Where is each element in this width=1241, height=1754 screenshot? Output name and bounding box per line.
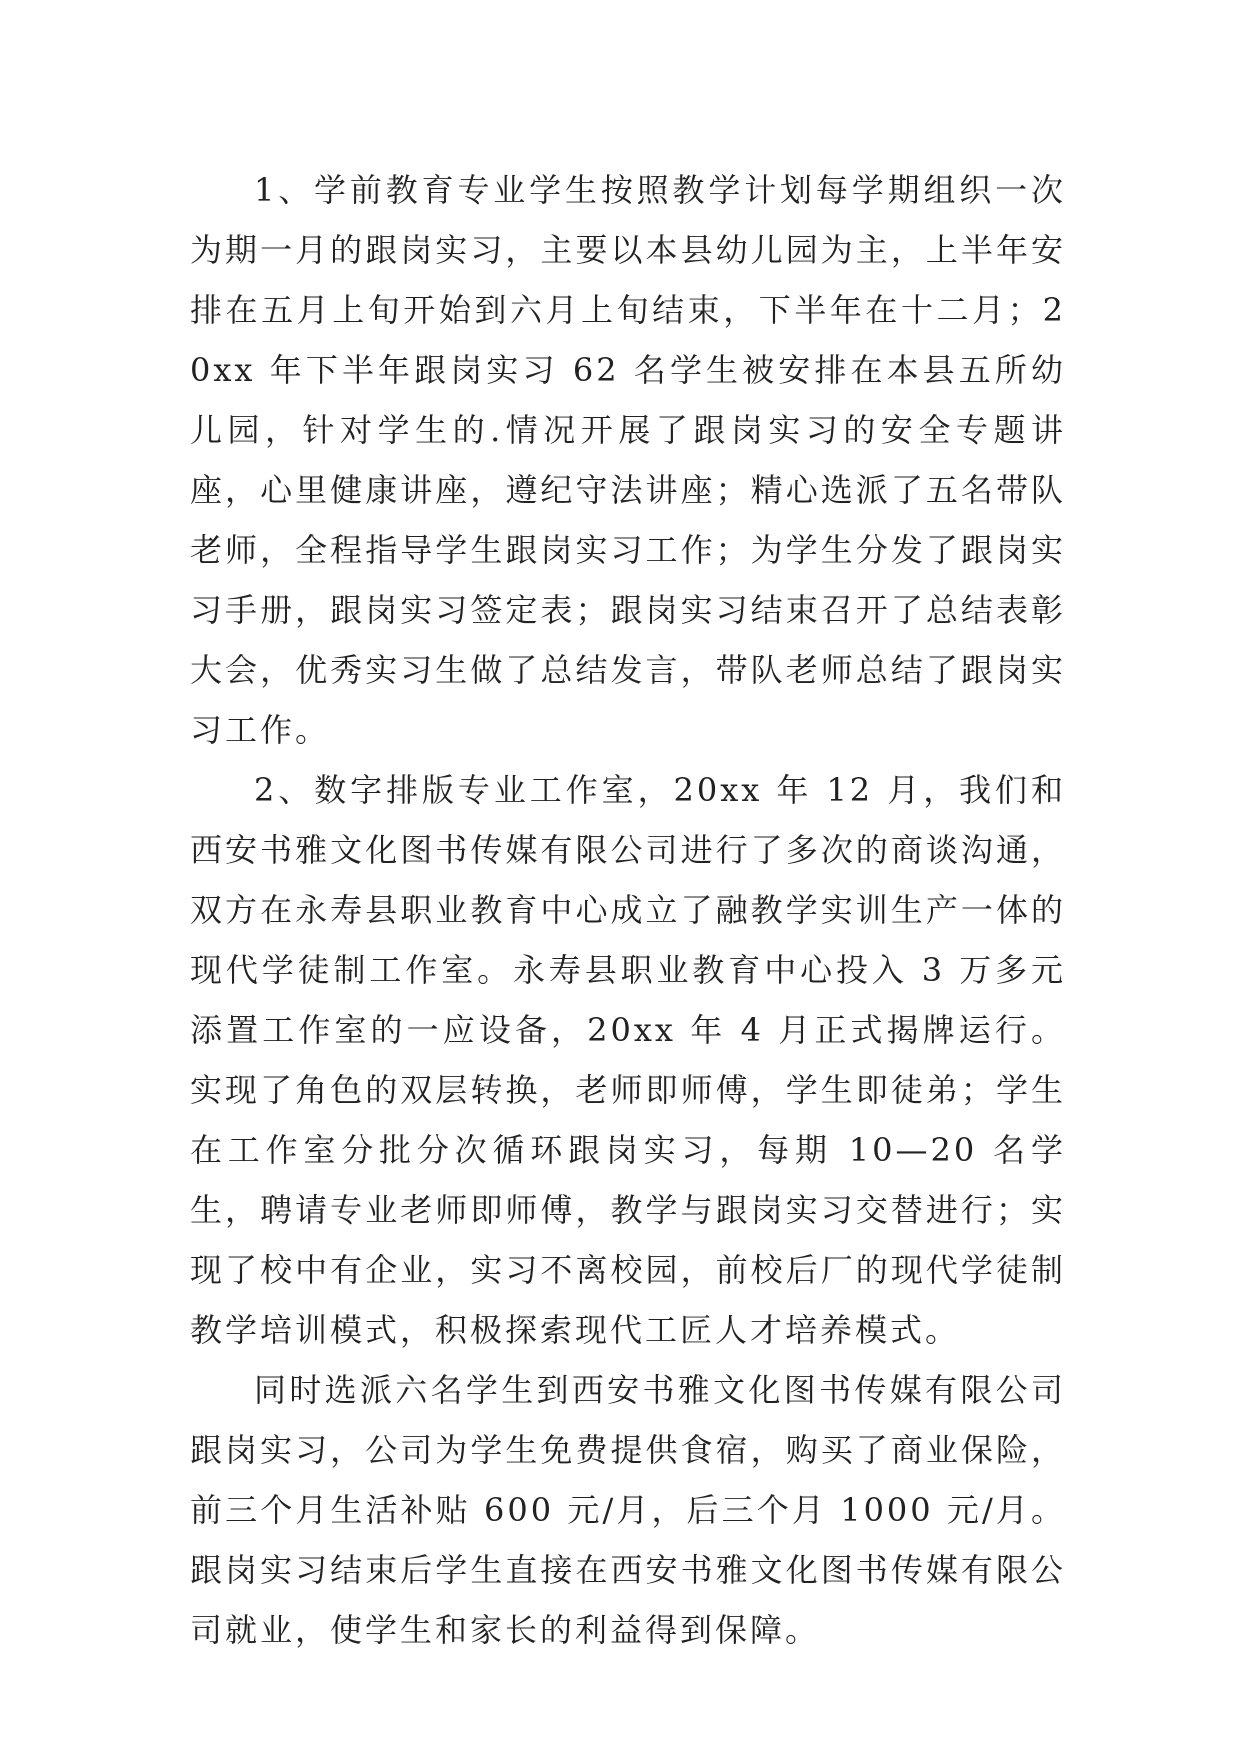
paragraph-preschool-internship: 1、学前教育专业学生按照教学计划每学期组织一次为期一月的跟岗实习，主要以本县幼儿园为主，上半年安排在五月上旬开始到六月上旬结束，下半年在十二月；20xx 年下半年跟岗实习 62 名学生被安排在本县五所幼儿园，针对学生的.情况开展了跟岗实习的安全专题讲座，心里健康讲座，遵纪守法讲座；精心选派了五名带队老师，全程指导学生跟岗实习工作；为学生分发了跟岗实习手册，跟岗实习签定表；跟岗实习结束召开了总结表彰大会，优秀实习生做了总结发言，带队老师总结了跟岗实习工作。 [190, 171, 1066, 749]
paragraph-company-internship: 同时选派六名学生到西安书雅文化图书传媒有限公司跟岗实习，公司为学生免费提供食宿，购买了商业保险，前三个月生活补贴 600 元/月，后三个月 1000 元/月。跟岗实习结束后学生直接在西安书雅文化图书传媒有限公司就业，使学生和家长的利益得到保障。 [190, 1371, 1066, 1649]
paragraph-typesetting-studio: 2、数字排版专业工作室，20xx 年 12 月，我们和西安书雅文化图书传媒有限公司进行了多次的商谈沟通，双方在永寿县职业教育中心成立了融教学实训生产一体的现代学徒制工作室。永寿县职业教育中心投入 3 万多元添置工作室的一应设备，20xx 年 4 月正式揭牌运行。实现了角色的双层转换，老师即师傅，学生即徒弟；学生在工作室分批分次循环跟岗实习，每期 10—20 名学生，聘请专业老师即师傅，教学与跟岗实习交替进行；实现了校中有企业，实习不离校园，前校后厂的现代学徒制教学培训模式，积极探索现代工匠人才培养模式。 [190, 771, 1066, 1349]
document-body [190, 160, 1066, 1660]
